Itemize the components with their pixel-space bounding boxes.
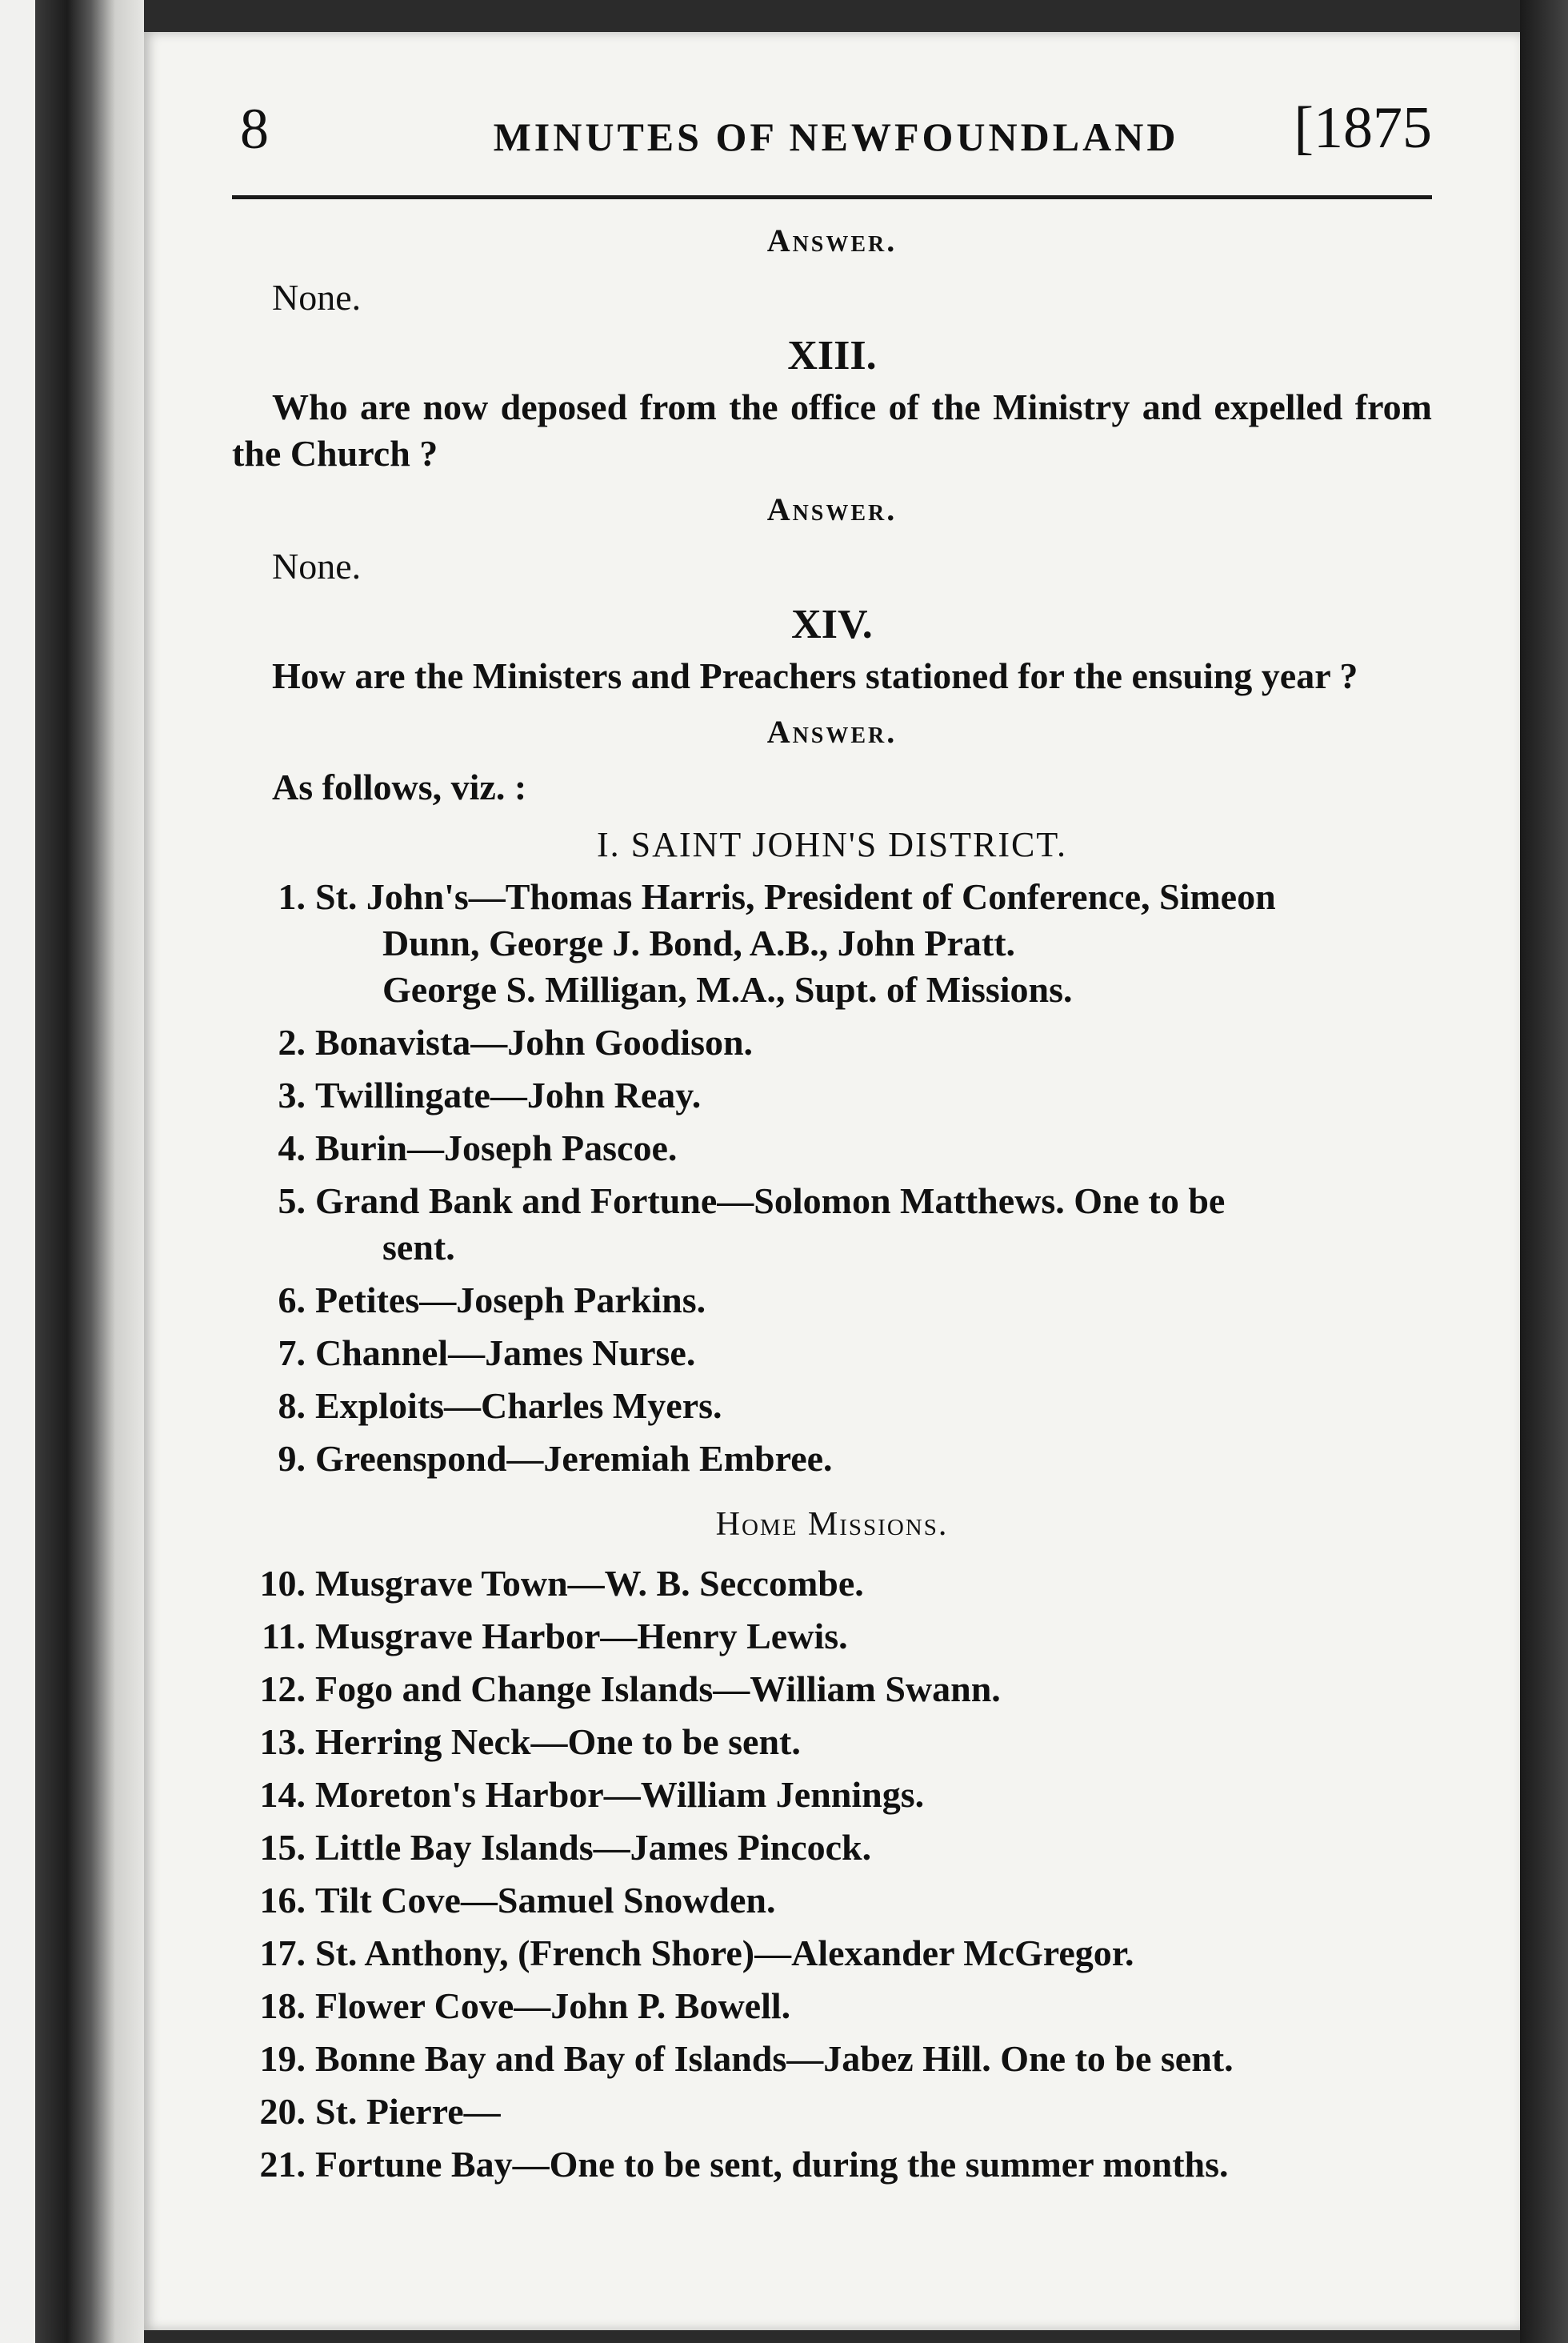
station-item	[232, 1877, 1432, 1924]
station-number: 11.	[262, 1616, 306, 1656]
book-spine-edge	[35, 0, 144, 2343]
station-item	[232, 1719, 1432, 1765]
station-text: Burin—Joseph Pascoe.	[315, 1127, 678, 1168]
station-text: Little Bay Islands—James Pincock.	[315, 1827, 872, 1868]
station-item	[232, 1983, 1432, 2029]
station-text: Musgrave Town—W. B. Seccombe.	[315, 1563, 864, 1604]
question-text-xiii: Who are now deposed from the office of the Ministry and expelled from the Church ?	[232, 386, 1432, 474]
station-text: Bonavista—John Goodison.	[315, 1022, 754, 1063]
station-item	[232, 1019, 1432, 1066]
district-heading: I. SAINT JOHN'S DISTRICT.	[597, 825, 1067, 864]
station-item	[232, 2089, 1432, 2135]
station-item	[232, 1436, 1432, 1482]
answer-text: None.	[272, 546, 362, 587]
station-item	[232, 1772, 1432, 1818]
station-number: 8.	[278, 1385, 306, 1426]
station-number: 16.	[259, 1880, 306, 1920]
home-mission-list	[232, 1560, 1432, 2188]
station-text: Channel—James Nurse.	[315, 1332, 696, 1373]
station-item	[232, 1277, 1432, 1324]
station-number: 19.	[259, 2038, 306, 2079]
home-missions-heading: Home Missions.	[715, 1506, 949, 1543]
station-item	[232, 1560, 1432, 1607]
station-item	[232, 2141, 1432, 2188]
station-item	[232, 1613, 1432, 1660]
station-text: Greenspond—Jeremiah Embree.	[315, 1438, 833, 1479]
station-text: Exploits—Charles Myers.	[315, 1385, 722, 1426]
station-text: Fortune Bay—One to be sent, during the summer months.	[315, 2144, 1229, 2185]
station-item	[232, 1666, 1432, 1712]
station-item	[232, 1125, 1432, 1172]
station-number: 5.	[278, 1180, 306, 1221]
station-text: Petites—Joseph Parkins.	[315, 1280, 706, 1320]
station-number: 18.	[259, 1985, 306, 2026]
station-number: 2.	[278, 1022, 306, 1063]
station-text: Fogo and Change Islands—William Swann.	[315, 1668, 1001, 1709]
station-number: 1.	[278, 876, 306, 917]
station-text: Tilt Cove—Samuel Snowden.	[315, 1880, 776, 1920]
station-number: 9.	[278, 1438, 306, 1479]
scan-margin	[0, 0, 35, 2343]
station-item	[232, 1930, 1432, 1977]
station-text: Flower Cove—John P. Bowell.	[315, 1985, 791, 2026]
header-rule	[232, 195, 1432, 199]
station-item	[232, 1824, 1432, 1871]
page-number: 8	[240, 97, 269, 161]
station-item	[232, 874, 1432, 1013]
scan-right-edge	[1520, 0, 1568, 2343]
book-page	[144, 32, 1520, 2330]
station-item	[232, 1178, 1432, 1271]
station-number: 12.	[259, 1668, 306, 1709]
answer-text: None.	[272, 277, 362, 318]
answer-intro: As follows, viz. :	[272, 767, 527, 807]
station-text: St. John's—Thomas Harris, President of Conference, Simeon	[315, 876, 1276, 917]
station-text-continued: sent.	[382, 1227, 455, 1268]
station-item	[232, 2036, 1432, 2082]
station-number: 4.	[278, 1127, 306, 1168]
station-text: St. Anthony, (French Shore)—Alexander McGregor.	[315, 1932, 1134, 1973]
station-text: St. Pierre—	[315, 2091, 501, 2132]
station-number: 17.	[259, 1932, 306, 1973]
station-number: 13.	[259, 1721, 306, 1762]
station-text: Bonne Bay and Bay of Islands—Jabez Hill. One to be sent.	[315, 2038, 1234, 2079]
station-number: 21.	[259, 2144, 306, 2185]
station-text-continued: Dunn, George J. Bond, A.B., John Pratt.	[382, 923, 1016, 963]
station-text: Herring Neck—One to be sent.	[315, 1721, 801, 1762]
question-text-xiv: How are the Ministers and Preachers stationed for the ensuing year ?	[272, 655, 1358, 696]
question-number-xiii: XIII.	[787, 333, 877, 378]
header-title: MINUTES OF NEWFOUNDLAND	[493, 114, 1179, 159]
station-text: Grand Bank and Fortune—Solomon Matthews. One to be	[315, 1180, 1226, 1221]
station-number: 15.	[259, 1827, 306, 1868]
station-number: 20.	[259, 2091, 306, 2132]
answer-heading: Answer.	[766, 222, 898, 258]
header-year: [1875	[1294, 95, 1432, 161]
page-body	[232, 214, 1432, 2263]
running-head	[240, 88, 1432, 184]
station-item	[232, 1383, 1432, 1429]
station-text: Twillingate—John Reay.	[315, 1075, 702, 1115]
station-number: 3.	[278, 1075, 306, 1115]
station-item	[232, 1072, 1432, 1119]
answer-heading: Answer.	[766, 491, 898, 527]
answer-heading: Answer.	[766, 714, 898, 750]
station-item	[232, 1330, 1432, 1376]
station-list	[232, 874, 1432, 1482]
station-number: 6.	[278, 1280, 306, 1320]
station-number: 10.	[259, 1563, 306, 1604]
question-number-xiv: XIV.	[791, 602, 873, 647]
station-text-continued: George S. Milligan, M.A., Supt. of Missions.	[382, 969, 1073, 1010]
station-number: 7.	[278, 1332, 306, 1373]
station-number: 14.	[259, 1774, 306, 1815]
station-text: Moreton's Harbor—William Jennings.	[315, 1774, 925, 1815]
station-text: Musgrave Harbor—Henry Lewis.	[315, 1616, 848, 1656]
